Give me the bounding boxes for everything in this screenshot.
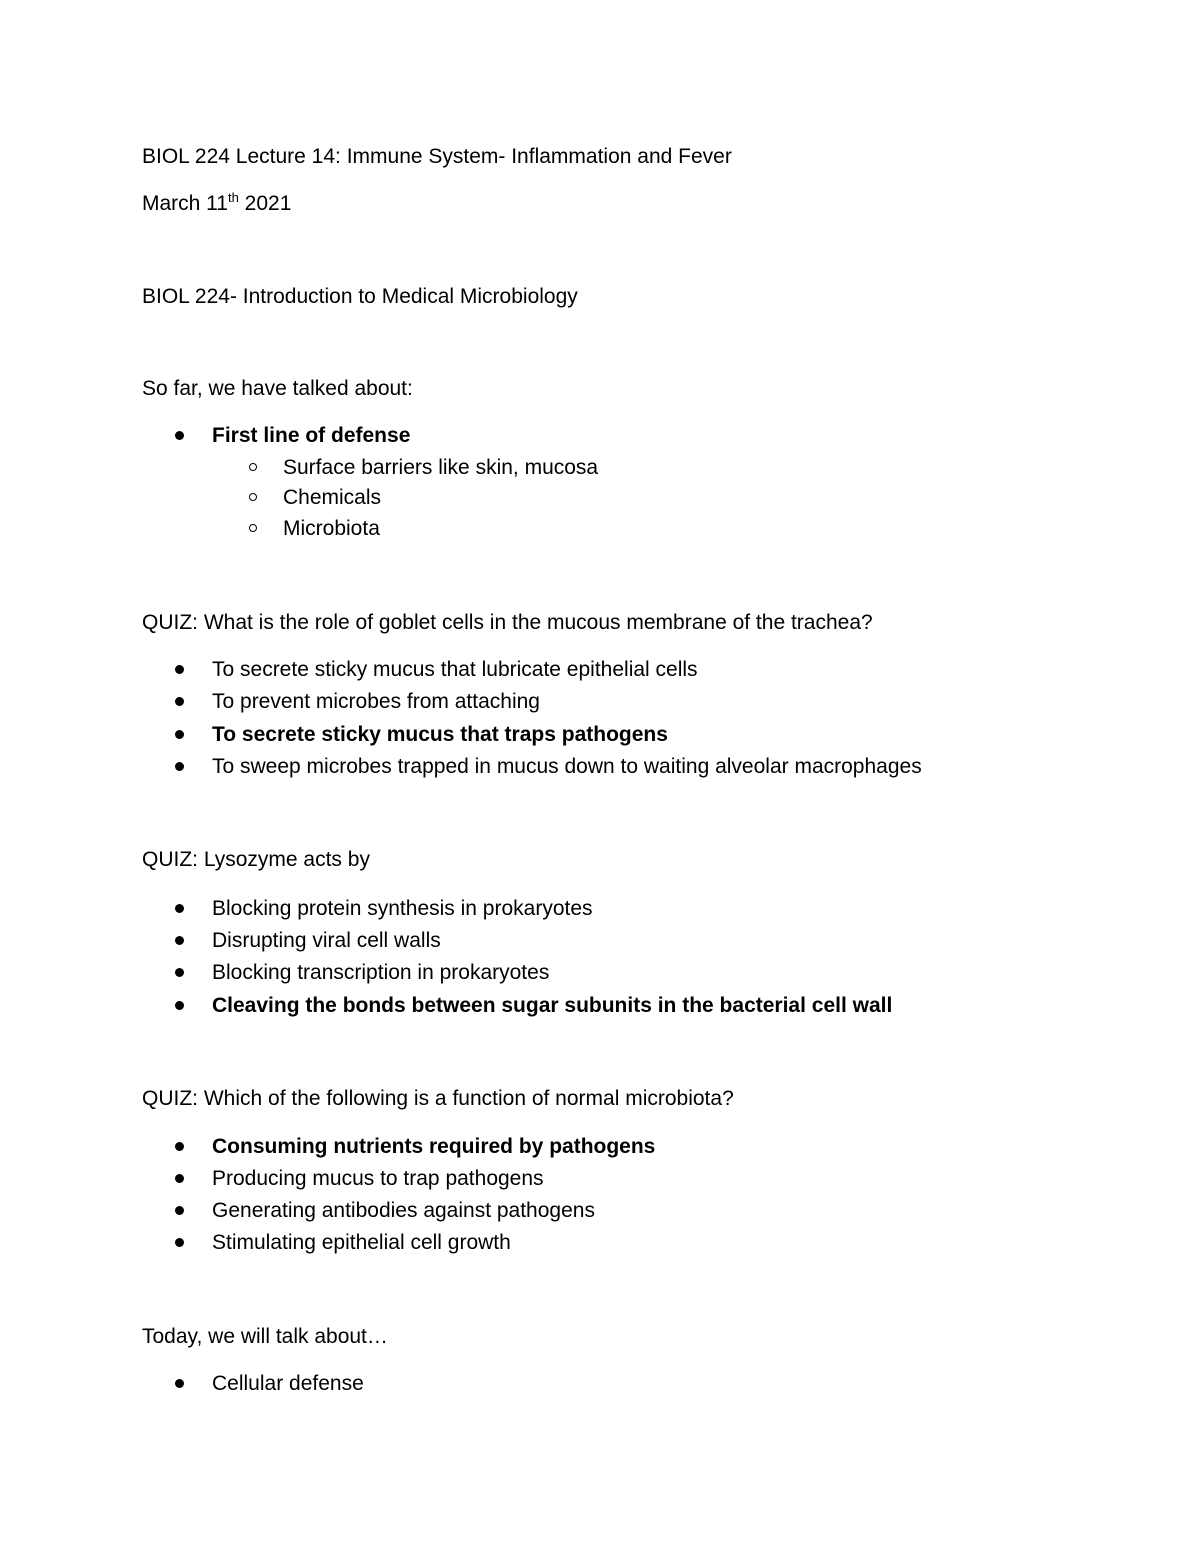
quiz2-answer: Cleaving the bonds between sugar subunits in the bacterial cell wall — [212, 994, 893, 1017]
quiz1-option: To sweep microbes trapped in mucus down to waiting alveolar macrophages — [212, 755, 922, 778]
lecture-date: March 11th 2021 — [142, 190, 292, 215]
quiz3-option: Stimulating epithelial cell growth — [212, 1231, 511, 1254]
bullet-icon — [175, 1206, 184, 1215]
recap-item: First line of defense — [212, 424, 411, 447]
bullet-icon — [175, 762, 184, 771]
recap-subitem: Microbiota — [283, 517, 380, 540]
quiz2-option: Blocking protein synthesis in prokaryotes — [212, 897, 593, 920]
quiz1-option: To secrete sticky mucus that lubricate epithelial cells — [212, 658, 698, 681]
bullet-icon — [175, 1379, 184, 1388]
quiz1-option: To prevent microbes from attaching — [212, 690, 540, 713]
bullet-icon — [175, 1174, 184, 1183]
bullet-icon — [175, 730, 184, 739]
quiz1-answer: To secrete sticky mucus that traps pathogens — [212, 723, 668, 746]
circle-bullet-icon — [249, 524, 257, 532]
bullet-icon — [175, 697, 184, 706]
circle-bullet-icon — [249, 493, 257, 501]
bullet-icon — [175, 904, 184, 913]
quiz3-option: Generating antibodies against pathogens — [212, 1199, 595, 1222]
today-item: Cellular defense — [212, 1372, 364, 1395]
quiz2-option: Disrupting viral cell walls — [212, 929, 441, 952]
bullet-icon — [175, 968, 184, 977]
recap-subitem: Chemicals — [283, 486, 382, 509]
circle-bullet-icon — [249, 463, 257, 471]
today-intro: Today, we will talk about… — [142, 1325, 388, 1348]
bullet-icon — [175, 1001, 184, 1010]
quiz3-question: QUIZ: Which of the following is a function of normal microbiota? — [142, 1087, 734, 1110]
bullet-icon — [175, 1238, 184, 1247]
quiz1-question: QUIZ: What is the role of goblet cells in the mucous membrane of the trachea? — [142, 611, 873, 634]
lecture-title: BIOL 224 Lecture 14: Immune System- Inflammation and Fever — [142, 145, 732, 168]
recap-subitem: Surface barriers like skin, mucosa — [283, 456, 599, 479]
bullet-icon — [175, 936, 184, 945]
quiz2-question: QUIZ: Lysozyme acts by — [142, 848, 370, 871]
quiz3-answer: Consuming nutrients required by pathogens — [212, 1135, 656, 1158]
course-name: BIOL 224- Introduction to Medical Microbiology — [142, 285, 578, 308]
recap-intro: So far, we have talked about: — [142, 377, 413, 400]
quiz3-option: Producing mucus to trap pathogens — [212, 1167, 544, 1190]
quiz2-option: Blocking transcription in prokaryotes — [212, 961, 550, 984]
bullet-icon — [175, 1142, 184, 1151]
bullet-icon — [175, 665, 184, 674]
bullet-icon — [175, 431, 184, 440]
